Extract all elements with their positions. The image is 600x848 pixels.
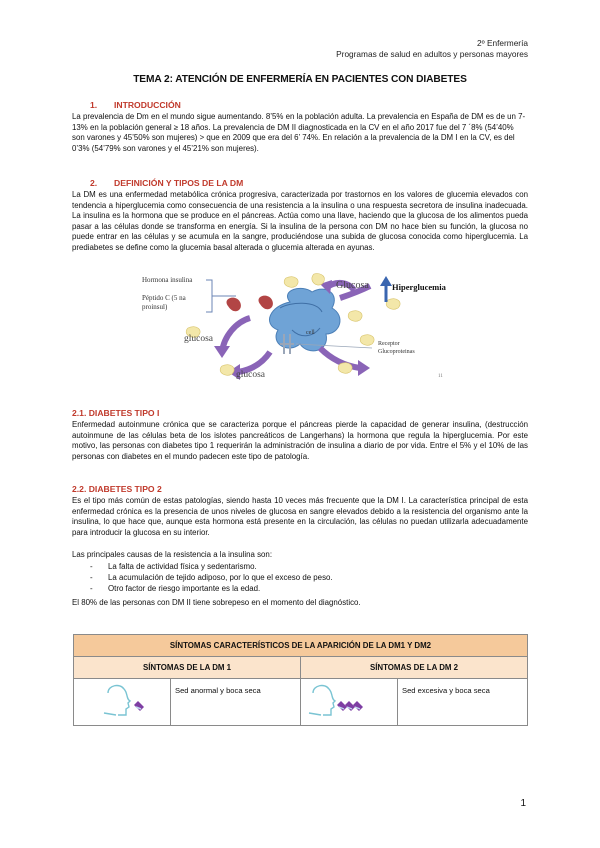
label-receptor (378, 340, 415, 356)
label-cell: cell (306, 330, 315, 336)
section-1-text: La prevalencia de Dm en el mundo sigue aumentando. 8’5% en la población adulta. La prevalencia en España de DM es de un 7-13% en la población general ≥ 18 años. La prevalencia de DM II diagnosticada en la CV en el año 2017 fue del 7 ´8% (54’40% son varones y 45’50% son mujeres) > que en 2009 que era del 6’ 74%. En relación a la prevalencia de la DM I en la CV, es del 0’3% (54’79% son varones y el 45’21% son mujeres). (72, 112, 526, 153)
causes-intro: Las principales causas de la resistencia a la insulina son: (72, 550, 273, 559)
insulin-diagram (140, 272, 456, 386)
table-title: SÍNTOMAS CARACTERÍSTICOS DE LA APARICIÓN DE LA DM1 Y DM2 (74, 635, 527, 656)
page-number: 1 (520, 798, 526, 809)
label-receptor-line2: Glucoproteinas (378, 349, 415, 355)
section-1-heading (72, 100, 528, 110)
symptoms-table (73, 634, 528, 726)
label-hiperglucemia: Hiperglucemia (392, 282, 446, 292)
label-hormona-insulina: Hormona insulina (142, 276, 193, 284)
section-2-2-heading: 2.2. DIABETES TIPO 2 (72, 484, 162, 494)
label-glucosa-top: Glucosa (336, 280, 369, 291)
thirst-icon (74, 679, 171, 725)
label-glucosa-left: glucosa (184, 334, 214, 344)
dm1-cell (74, 679, 300, 725)
label-peptido-c (142, 294, 186, 312)
section-2-title: DEFINICIÓN Y TIPOS DE LA DM (114, 178, 244, 188)
section-2-1-heading: 2.1. DIABETES TIPO I (72, 408, 160, 418)
causes-list (72, 561, 528, 594)
cause-text: La acumulación de tejido adiposo, por lo que el exceso de peso. (108, 573, 333, 582)
figure-page-mark: 11 (438, 374, 443, 379)
label-peptido-line2: proinsul) (142, 303, 168, 311)
dm1-symptom: Sed anormal y boca seca (175, 686, 261, 695)
column-header-dm2: SÍNTOMAS DE LA DM 2 (300, 657, 527, 678)
dm2-symptom: Sed excesiva y boca seca (402, 686, 490, 695)
list-item: - La falta de actividad física y sedentarismo. (90, 562, 257, 571)
section-2-2-closing: El 80% de las personas con DM II tiene sobrepeso en el momento del diagnóstico. (72, 598, 361, 607)
cause-text: La falta de actividad física y sedentarismo. (108, 562, 257, 571)
table-title-row (74, 635, 527, 656)
document-title: TEMA 2: ATENCIÓN DE ENFERMERÍA EN PACIENTES CON DIABETES (133, 74, 467, 85)
column-header-dm1: SÍNTOMAS DE LA DM 1 (74, 657, 300, 678)
section-2-heading (72, 178, 528, 188)
header-subject: Programas de salud en adultos y personas mayores (336, 49, 528, 59)
label-peptido-line1: Péptido C (5 na (142, 294, 186, 302)
running-header (336, 38, 528, 60)
excessive-thirst-icon (301, 679, 398, 725)
header-course: 2º Enfermería (477, 38, 528, 48)
section-2-number: 2. (90, 178, 98, 188)
section-1-title: INTRODUCCIÓN (114, 100, 181, 110)
cause-text: Otro factor de riesgo importante es la edad. (108, 584, 261, 593)
list-item: - Otro factor de riesgo importante es la edad. (90, 584, 261, 593)
list-item: - La acumulación de tejido adiposo, por lo que el exceso de peso. (90, 573, 333, 582)
table-row (74, 678, 527, 725)
dm2-cell (300, 679, 527, 725)
table-header-row (74, 656, 527, 678)
section-2-1-text: Enfermedad autoinmune crónica que se caracteriza porque el páncreas pierde la capacidad de generar insulina, (destrucción autoinmune de las células beta de los islotes pancreáticos de Langerhans) la hormona que regula la hiperglucemia. Por este motivo, las personas con diabetes tipo 1 requerirán la administración de insulina a diario de por vida. Entre el 5% y el 10% de las personas con diabetes en el mundo padecen este tipo de patología. (72, 420, 528, 461)
section-2-text: La DM es una enfermedad metabólica crónica progresiva, caracterizada por trastornos en los valores de glucemia elevados con tendencia a hiperglucemia como consecuencia de una resistencia a la insulina o una respuesta secretora de insulina inadecuada. La insulina es la hormona que se produce en el páncreas. Actúa como una llave, haciendo que la glucosa de los alimentos pueda pasar a las células donde se transforma en energía. Si la insulina de la persona con DM no hace bien su función, la glucosa no puede entrar en las células y se acumula en la sangre, produciéndose una subida de glucosa conocida como hiperglucemia. La prediabetes se define como la glucemia basal alterada o glucemia alterada en ayunas. (72, 190, 528, 252)
section-2-2-text: Es el tipo más común de estas patologías, siendo hasta 10 veces más frecuente que la DM I. La característica principal de esta enfermedad crónica es la presencia de unos niveles de glucosa en sangre elevados debido a la resistencia del organismo ante la insulina, lo que hace que, aunque esta hormona está presente en la circulación, las células no puedan utilizarla adecuadamente para introducir la glucosa en su interior. (72, 496, 528, 537)
label-receptor-line1: Receptor (378, 341, 400, 347)
label-glucosa-bottom: glucosa (236, 370, 266, 380)
section-1-number: 1. (90, 100, 98, 110)
